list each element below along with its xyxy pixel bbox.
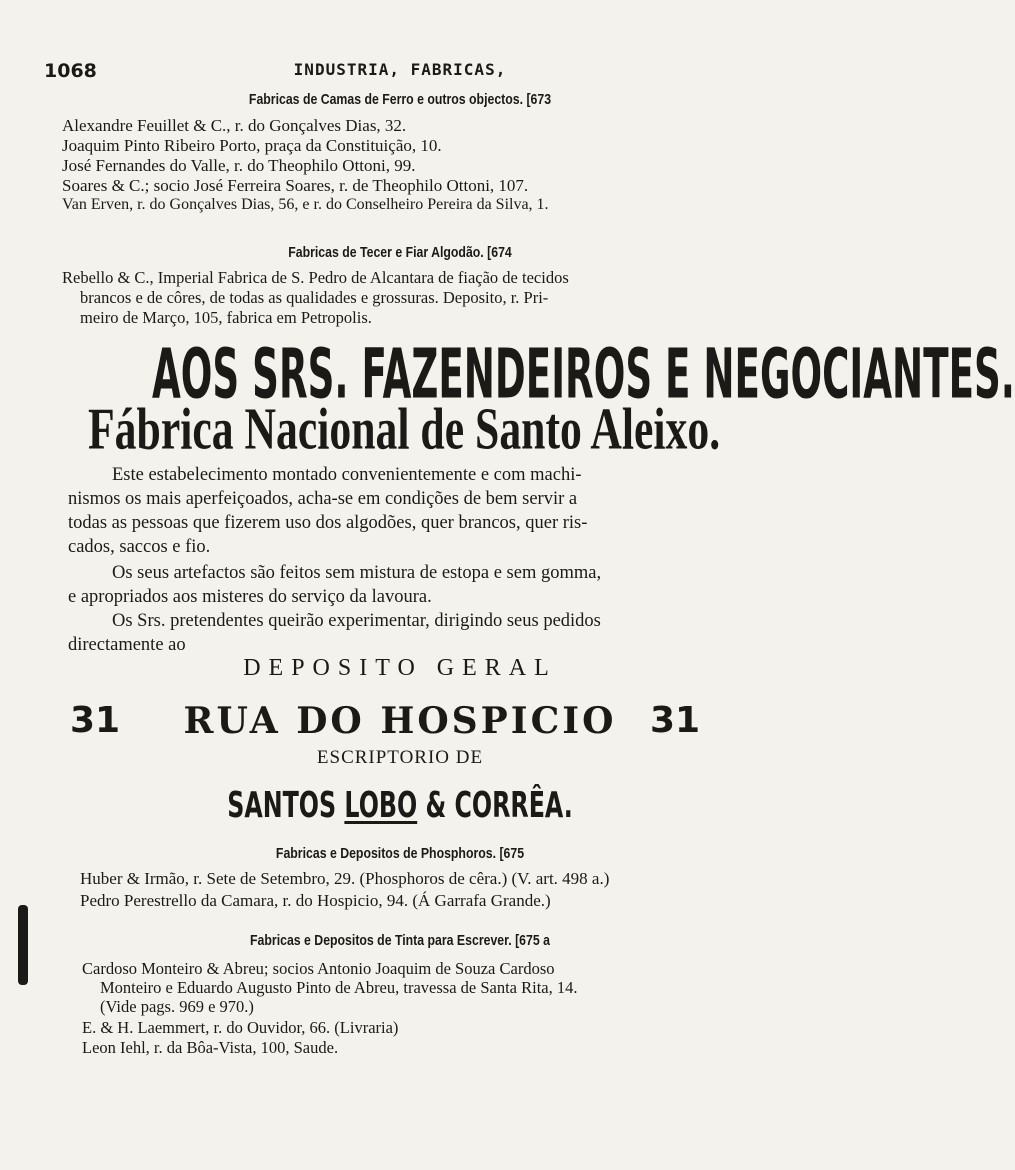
street-number-right: 31 — [650, 700, 701, 741]
advert-text-line: directamente ao — [68, 635, 186, 655]
list-item: E. & H. Laemmert, r. do Ouvidor, 66. (Livraria) — [82, 1018, 399, 1037]
section-heading-phosphoros: Fabricas e Depositos de Phosphoros. [675 — [275, 845, 525, 862]
advert-text-line: todas as pessoas que fizerem uso dos algodões, quer brancos, quer ris- — [68, 513, 588, 533]
binding-mark — [18, 905, 28, 985]
page-number: 1068 — [44, 60, 97, 82]
firm-name — [136, 785, 664, 826]
list-item: Alexandre Feuillet & C., r. do Gonçalves Dias, 32. — [62, 116, 407, 135]
advert-text-line: Este estabelecimento montado convenientemente e com machi- — [112, 465, 582, 485]
list-item: Van Erven, r. do Gonçalves Dias, 56, e r. do Conselheiro Pereira da Silva, 1. — [62, 196, 549, 213]
section-heading-tinta: Fabricas e Depositos de Tinta para Escrever. [675 a — [250, 932, 550, 949]
list-item: Monteiro e Eduardo Augusto Pinto de Abreu, travessa de Santa Rita, 14. — [100, 978, 578, 997]
firm-name-part: & CORRÊA. — [417, 785, 573, 826]
street-number-left: 31 — [70, 700, 121, 741]
street-name: RUA DO HOSPICIO — [183, 700, 617, 742]
escriptorio-label: ESCRIPTORIO DE — [316, 747, 484, 768]
section-heading-camas: Fabricas de Camas de Ferro e outros objectos. [673 — [248, 91, 552, 108]
list-item: Huber & Irmão, r. Sete de Setembro, 29. (Phosphoros de cêra.) (V. art. 498 a.) — [80, 869, 610, 888]
list-item: Cardoso Monteiro & Abreu; socios Antonio Joaquim de Souza Cardoso — [82, 959, 555, 978]
list-item: Pedro Perestrello da Camara, r. do Hospicio, 94. (Á Garrafa Grande.) — [80, 891, 551, 910]
section-heading-tecer: Fabricas de Tecer e Fiar Algodão. [674 — [288, 244, 512, 261]
list-item: Rebello & C., Imperial Fabrica de S. Pedro de Alcantara de fiação de tecidos — [62, 268, 569, 287]
advert-text-line: e apropriados aos misteres do serviço da lavoura. — [68, 587, 432, 607]
list-item: Soares & C.; socio José Ferreira Soares, r. de Theophilo Ottoni, 107. — [62, 176, 529, 195]
list-item: Joaquim Pinto Ribeiro Porto, praça da Constituição, 10. — [62, 136, 442, 155]
advert-factory-name: Fábrica Nacional de Santo Aleixo. — [88, 397, 721, 463]
list-item: José Fernandes do Valle, r. do Theophilo Ottoni, 99. — [62, 156, 416, 175]
advert-text-line: Os Srs. pretendentes queirão experimentar, dirigindo seus pedidos — [112, 611, 601, 631]
advert-headline: AOS SRS. FAZENDEIROS E NEGOCIANTES. — [152, 334, 1015, 415]
advert-text-line: nismos os mais aperfeiçoados, acha-se em condições de bem servir a — [68, 489, 578, 509]
firm-name-underlined: LOBO — [344, 785, 418, 826]
list-item: brancos e de côres, de todas as qualidades e grossuras. Deposito, r. Pri- — [80, 288, 549, 307]
advert-text-line: cados, saccos e fio. — [68, 537, 211, 557]
list-item: Leon Iehl, r. da Bôa-Vista, 100, Saude. — [82, 1038, 339, 1057]
list-item: (Vide pags. 969 e 970.) — [100, 997, 254, 1016]
firm-name-part: SANTOS — [227, 785, 345, 826]
advert-text-line: Os seus artefactos são feitos sem mistura de estopa e sem gomma, — [112, 563, 602, 583]
list-item: meiro de Março, 105, fabrica em Petropolis. — [80, 308, 372, 327]
running-title: INDUSTRIA, FABRICAS, — [293, 60, 507, 79]
deposito-geral: DEPOSITO GERAL — [243, 655, 557, 681]
